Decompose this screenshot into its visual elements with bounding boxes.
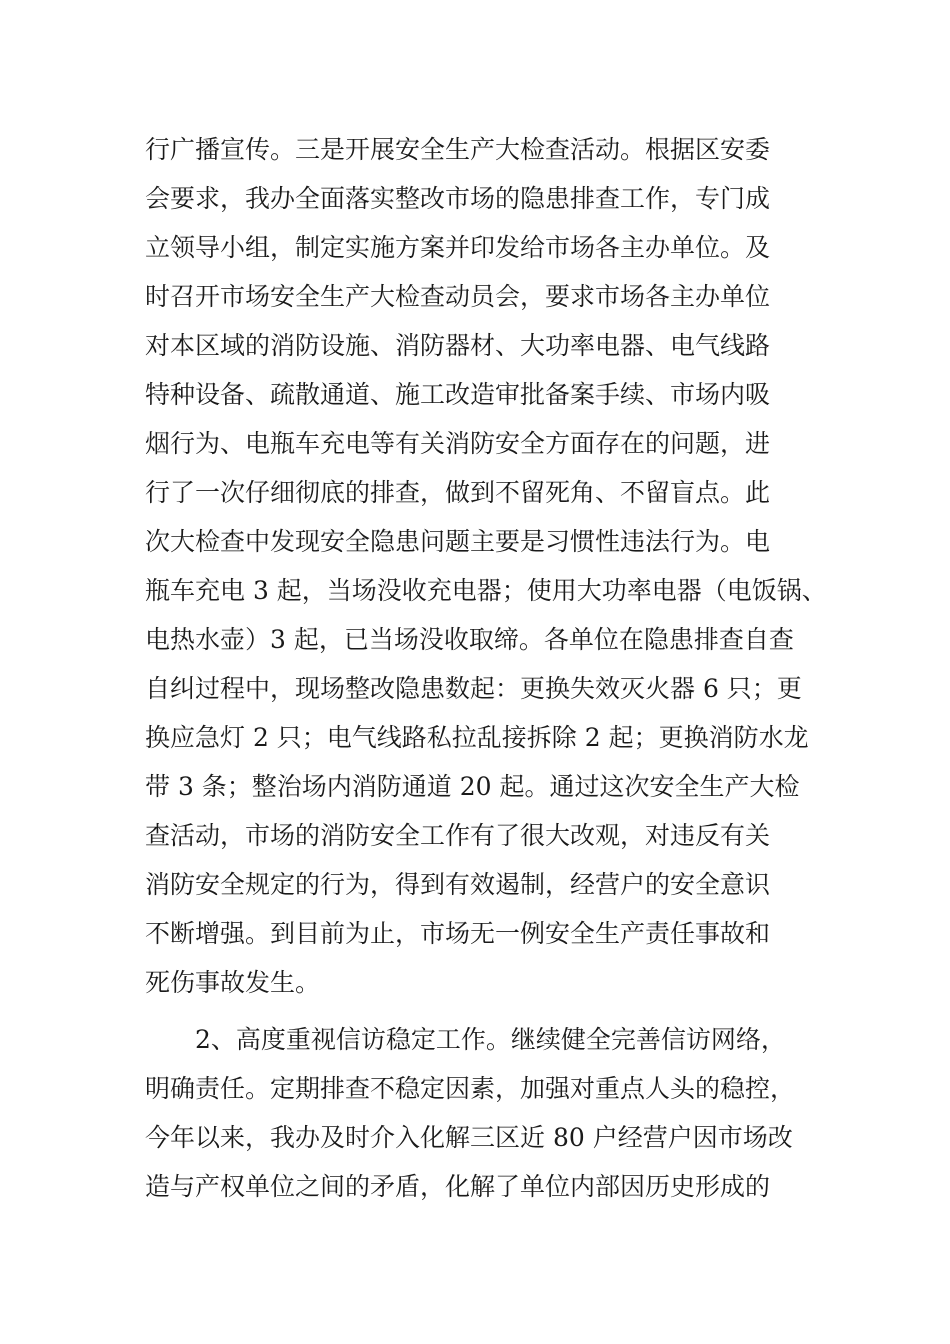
text-line: 电热水壶）3 起，已当场没收取缔。各单位在隐患排查自查 [145, 625, 794, 654]
text-line: 换应急灯 2 只；电气线路私拉乱接拆除 2 起；更换消防水龙 [145, 723, 809, 752]
document-body [145, 125, 835, 1211]
text-line: 查活动，市场的消防安全工作有了很大改观，对违反有关 [145, 821, 771, 850]
text-line: 特种设备、疏散通道、施工改造审批备案手续、市场内吸 [145, 380, 771, 409]
text-line: 带 3 条；整治场内消防通道 20 起。通过这次安全生产大检 [145, 772, 800, 801]
paragraph-petition-stability [145, 1015, 835, 1211]
text-line: 会要求，我办全面落实整改市场的隐患排查工作，专门成 [145, 184, 771, 213]
text-line: 瓶车充电 3 起，当场没收充电器；使用大功率电器（电饭锅、 [145, 576, 827, 605]
text-line: 行广播宣传。三是开展安全生产大检查活动。根据区安委 [145, 135, 771, 164]
text-line: 造与产权单位之间的矛盾，化解了单位内部因历史形成的 [145, 1172, 771, 1201]
text-line: 明确责任。定期排查不稳定因素，加强对重点人头的稳控， [145, 1074, 796, 1103]
text-line: 今年以来，我办及时介入化解三区近 80 户经营户因市场改 [145, 1123, 793, 1152]
paragraph-fire-safety-inspection [145, 125, 835, 1007]
text-line: 时召开市场安全生产大检查动员会，要求市场各主办单位 [145, 282, 771, 311]
text-line: 自纠过程中，现场整改隐患数起：更换失效灭火器 6 只；更 [145, 674, 802, 703]
text-line: 消防安全规定的行为，得到有效遏制，经营户的安全意识 [145, 870, 771, 899]
text-line: 死伤事故发生。 [145, 968, 321, 997]
text-line: 次大检查中发现安全隐患问题主要是习惯性违法行为。电 [145, 527, 771, 556]
text-line: 立领导小组，制定实施方案并印发给市场各主办单位。及 [145, 233, 771, 262]
text-line: 对本区域的消防设施、消防器材、大功率电器、电气线路 [145, 331, 771, 360]
text-line: 烟行为、电瓶车充电等有关消防安全方面存在的问题，进 [145, 429, 771, 458]
text-line: 不断增强。到目前为止，市场无一例安全生产责任事故和 [145, 919, 771, 948]
text-line: 行了一次仔细彻底的排查，做到不留死角、不留盲点。此 [145, 478, 771, 507]
text-line: 2、高度重视信访稳定工作。继续健全完善信访网络， [195, 1025, 786, 1054]
